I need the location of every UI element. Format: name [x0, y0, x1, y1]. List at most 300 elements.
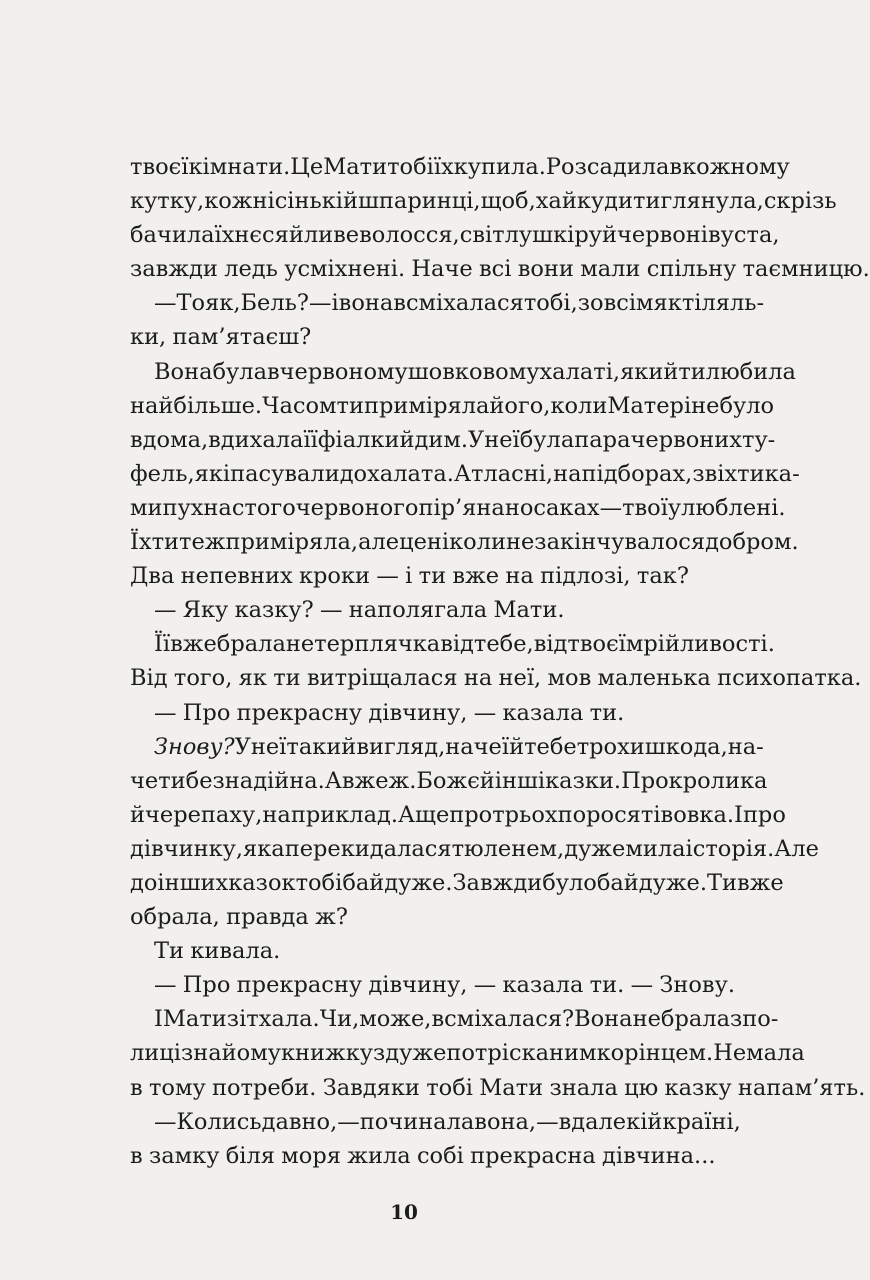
word: трохи [576, 733, 645, 760]
word: — [376, 563, 399, 590]
word: казок [228, 869, 296, 896]
word: які [194, 460, 231, 487]
word: — [337, 1108, 360, 1135]
word: шовковому [407, 358, 540, 385]
word: вона [338, 290, 394, 317]
word: байдуже. [596, 869, 708, 896]
word: мали [580, 256, 641, 283]
word: була [519, 426, 575, 453]
word: такий [286, 733, 357, 760]
word: пам’ятаєш? [172, 324, 312, 351]
word: Два [130, 563, 175, 590]
word: волосся, [359, 222, 460, 249]
word: Мати [323, 154, 388, 180]
body-text [130, 150, 870, 1173]
word: мила [625, 835, 686, 862]
text-line [130, 866, 784, 900]
text-line [130, 150, 790, 184]
word: психопатка. [717, 665, 862, 692]
word: байдуже. [342, 869, 453, 896]
text-line [130, 218, 780, 252]
word: улюблені. [667, 494, 786, 521]
word: дівчина... [602, 1142, 716, 1169]
word: Наче [411, 256, 473, 283]
text-line [130, 1139, 736, 1173]
page-number: 10 [390, 1200, 418, 1224]
word: дуже [564, 835, 626, 862]
word: казала [502, 972, 584, 999]
text-line [130, 832, 819, 866]
word: закінчувалося [534, 529, 706, 556]
word: до [130, 869, 158, 896]
word: в [130, 1074, 143, 1101]
word: мов [547, 665, 592, 692]
word: приміряла [364, 392, 490, 419]
word: — [154, 597, 177, 624]
word: прекрасну [236, 699, 363, 726]
word: ти. [589, 699, 625, 726]
word: моря [281, 1142, 341, 1169]
word: таємницю. [742, 256, 870, 283]
word: спільну [646, 256, 737, 283]
word: усміхнені. [284, 256, 406, 283]
word: як, [205, 290, 241, 317]
word: пухнастого [162, 494, 296, 521]
word: тебе [524, 733, 577, 760]
word: Про [621, 767, 669, 794]
word: з [692, 460, 705, 487]
word: ти [336, 392, 364, 419]
word: носаках [504, 494, 600, 521]
word: перекидалася [284, 835, 452, 862]
word: пасували [230, 460, 340, 487]
word: давно, [261, 1108, 338, 1135]
word: че [130, 767, 159, 794]
text-line [130, 286, 765, 320]
word: любила [705, 358, 796, 385]
word: кімнати. [188, 154, 291, 180]
word: не [632, 1006, 661, 1033]
word: пір’я [418, 494, 477, 521]
word: халаті, [539, 358, 621, 385]
word: зітхала. [226, 1006, 320, 1033]
word: знала [549, 1074, 618, 1101]
word: червоних [630, 426, 742, 453]
word: вдихала [208, 426, 304, 453]
word: замку [148, 1142, 220, 1169]
text-line [130, 696, 736, 730]
word: всміхалася [393, 290, 524, 317]
word: мала [746, 1040, 805, 1067]
word: фіалки [317, 426, 400, 453]
word: глянула, [660, 188, 764, 215]
word: наприклад. [262, 801, 398, 828]
word: Їх [130, 529, 152, 556]
word: їх [433, 154, 454, 180]
text-line [130, 457, 800, 491]
word: куди [576, 188, 633, 215]
word: дівчинку, [130, 835, 244, 862]
word: його, [489, 392, 551, 419]
text-line [130, 798, 786, 832]
word: тобі, [523, 290, 578, 317]
word: в [669, 154, 683, 180]
word: ти [418, 563, 447, 590]
text-line [130, 525, 799, 559]
word: й [130, 801, 145, 828]
word: — [473, 972, 497, 999]
word: по- [742, 1006, 779, 1033]
word: як [653, 290, 682, 317]
word: на [553, 460, 582, 487]
word: світлу [459, 222, 533, 249]
word: на [476, 494, 505, 521]
word: підборах, [581, 460, 693, 487]
word: коли [550, 392, 608, 419]
word: обрала, [130, 904, 220, 931]
word: але [358, 529, 400, 556]
word: шпаринці, [358, 188, 481, 215]
word: щоб, [480, 188, 536, 215]
word: яка [243, 835, 285, 862]
word: — [473, 699, 497, 726]
word: Але [774, 835, 819, 862]
word: корінцем. [596, 1040, 714, 1067]
word: Вона [154, 358, 213, 385]
word: на- [727, 733, 764, 760]
word: — [630, 972, 654, 999]
word: вже [737, 869, 784, 896]
word: Яку [182, 597, 229, 624]
word: сяйливе [262, 222, 360, 249]
word: твоєї [567, 631, 626, 658]
word: хай [535, 188, 577, 215]
word: Про [182, 699, 231, 726]
text-line [130, 1002, 779, 1036]
word: інші [494, 767, 546, 794]
word: тобі [295, 869, 343, 896]
word: наче [445, 733, 502, 760]
word: червоні [617, 222, 708, 249]
word: Бо [416, 767, 447, 794]
word: халата. [367, 460, 454, 487]
word: добром. [705, 529, 799, 556]
text-line [130, 1071, 866, 1105]
word: ніколи [426, 529, 506, 556]
text-line [130, 900, 736, 934]
word: ж? [315, 904, 348, 931]
text-line [130, 730, 764, 764]
word: так? [636, 563, 689, 590]
text-line [130, 252, 870, 286]
word: вже [170, 631, 217, 658]
word: Атласні, [453, 460, 554, 487]
word: й [479, 767, 495, 794]
word: вуста, [708, 222, 780, 249]
word: безнадійна. [185, 767, 325, 794]
word: не [691, 392, 720, 419]
word: Мати [479, 1074, 544, 1101]
word: це [399, 529, 427, 556]
word: То [176, 290, 206, 317]
word: маленька [597, 665, 711, 692]
word: У [234, 733, 251, 760]
word: всміхалася? [431, 1006, 575, 1033]
word: витріщалася [306, 665, 458, 692]
word: казку? [234, 597, 314, 624]
word: наполягала [348, 597, 488, 624]
word: ляль- [701, 290, 765, 317]
word: найбільше. [130, 392, 263, 419]
word: Ти [154, 938, 185, 965]
word: на [463, 665, 493, 692]
word: фель, [130, 460, 195, 487]
word: дим. [414, 426, 468, 453]
word: Знову? [154, 733, 235, 760]
word: вже [452, 563, 500, 590]
word: неї [250, 733, 287, 760]
word: вдома, [130, 426, 209, 453]
word: — [320, 597, 343, 624]
word: неї, [498, 665, 542, 692]
word: шкіру [532, 222, 602, 249]
word: лиці [130, 1040, 181, 1067]
word: ти [633, 188, 661, 215]
word: червоному [279, 358, 408, 385]
word: неї [484, 426, 520, 453]
word: біля [225, 1142, 275, 1169]
text-line [130, 491, 786, 525]
word: ті [681, 290, 702, 317]
word: Мати [162, 1006, 227, 1033]
word: який [620, 358, 679, 385]
word: Бель? [240, 290, 309, 317]
word: до [339, 460, 368, 487]
word: Матері [607, 392, 692, 419]
word: знайому [180, 1040, 281, 1067]
word: правда [226, 904, 309, 931]
word: й [602, 222, 617, 249]
word: від [440, 631, 474, 658]
word: того, [173, 665, 233, 692]
word: нетерплячка [285, 631, 441, 658]
text-line [130, 661, 862, 695]
word: казку [664, 1074, 732, 1101]
word: ледь [224, 256, 278, 283]
word: книжку [280, 1040, 373, 1067]
word: скрізь [763, 188, 837, 215]
word: вони [517, 256, 574, 283]
text-line [130, 184, 837, 218]
word: було [719, 392, 775, 419]
word: потреби. [212, 1074, 317, 1101]
text-line [130, 934, 736, 968]
word: про [449, 801, 493, 828]
word: ки, [130, 324, 167, 351]
word: твоєї [130, 154, 189, 180]
word: брала [216, 631, 286, 658]
word: поросят [557, 801, 654, 828]
word: теж [179, 529, 226, 556]
word: Не [713, 1040, 747, 1067]
text-line [130, 389, 775, 423]
word: не [505, 529, 535, 556]
word: ми [130, 494, 163, 521]
word: країні, [662, 1108, 741, 1135]
word: напам’ять. [737, 1074, 866, 1101]
word: і [405, 563, 413, 590]
word: тебе, [473, 631, 534, 658]
word: дуже [385, 1040, 447, 1067]
word: тобі [387, 154, 434, 180]
word: жила [347, 1142, 411, 1169]
word: пара [574, 426, 631, 453]
word: від [533, 631, 568, 658]
word: Знову. [659, 972, 735, 999]
word: А [398, 801, 416, 828]
word: їй [501, 733, 525, 760]
word: вовка. [660, 801, 735, 828]
word: цю [624, 1074, 659, 1101]
word: — [154, 972, 177, 999]
word: про [742, 801, 786, 828]
word: Завжди [452, 869, 543, 896]
word: Її [154, 631, 171, 658]
word: шкода, [644, 733, 728, 760]
word: — [154, 1108, 177, 1135]
word: — [599, 494, 623, 521]
word: мрійливості. [625, 631, 775, 658]
word: І [154, 1006, 163, 1033]
word: кроки [298, 563, 371, 590]
word: потрісканим [446, 1040, 597, 1067]
word: Авжеж. [324, 767, 417, 794]
word: було [542, 869, 597, 896]
word: Завдяки [322, 1074, 420, 1101]
word: підлозі, [540, 563, 631, 590]
word: дівчину, [368, 972, 468, 999]
word: Мати. [493, 597, 565, 624]
word: дівчину, [368, 699, 468, 726]
word: всі [478, 256, 512, 283]
word: купила. [453, 154, 546, 180]
word: Про [182, 972, 231, 999]
word: непевних [180, 563, 293, 590]
word: в [267, 358, 280, 385]
word: й [399, 426, 415, 453]
word: У [467, 426, 485, 453]
word: є [467, 767, 480, 794]
text-line [130, 968, 736, 1002]
word: прекрасну [236, 972, 363, 999]
word: їхнє [214, 222, 263, 249]
word: кутку, [130, 188, 205, 215]
word: Вона [574, 1006, 633, 1033]
text-line [130, 1036, 805, 1070]
word: Колись [176, 1108, 262, 1135]
word: ти [151, 529, 180, 556]
word: кожному [682, 154, 790, 180]
word: — [308, 290, 332, 317]
word: черепаху, [145, 801, 263, 828]
word: — [154, 290, 177, 317]
text-line [130, 355, 796, 389]
word: зовсім [577, 290, 654, 317]
word: тобі [426, 1074, 473, 1101]
word: тому [148, 1074, 206, 1101]
word: казала [502, 699, 584, 726]
word: ти [158, 767, 186, 794]
word: казки. [545, 767, 622, 794]
word: ту- [742, 426, 776, 453]
word: Від [130, 665, 168, 692]
word: з [373, 1040, 386, 1067]
word: починала [359, 1108, 475, 1135]
word: ти [678, 358, 706, 385]
word: була [212, 358, 267, 385]
word: бачила [130, 222, 215, 249]
word: Часом [262, 392, 337, 419]
word: Чи, [319, 1006, 360, 1033]
word: і [653, 801, 661, 828]
word: червоного [295, 494, 419, 521]
word: Розсадила [545, 154, 670, 180]
text-line [130, 627, 775, 661]
word: з [729, 1006, 743, 1033]
word: як [238, 665, 267, 692]
word: історія. [685, 835, 775, 862]
word: завжди [130, 256, 218, 283]
word: — [536, 1108, 559, 1135]
word: брала [660, 1006, 730, 1033]
word: і [331, 290, 339, 317]
word: Ти [707, 869, 738, 896]
text-line [130, 593, 736, 627]
word: в [558, 1108, 572, 1135]
word: трьох [492, 801, 558, 828]
word: ти [273, 665, 301, 692]
word: твої [622, 494, 668, 521]
word: собі [416, 1142, 464, 1169]
word: приміряла, [225, 529, 359, 556]
text-line [130, 764, 768, 798]
text-line [130, 1105, 741, 1139]
word: ще [415, 801, 450, 828]
word: далекій [571, 1108, 663, 1135]
text-line [130, 320, 736, 354]
word: кролика [668, 767, 768, 794]
word: прекрасна [470, 1142, 596, 1169]
word: тюленем, [451, 835, 565, 862]
word: віхтика- [704, 460, 800, 487]
word: ж [446, 767, 468, 794]
word: в [130, 1142, 143, 1169]
word: вигляд, [356, 733, 446, 760]
word: І [734, 801, 743, 828]
word: може, [359, 1006, 432, 1033]
word: кожнісінькій [204, 188, 359, 215]
word: кивала. [190, 938, 281, 965]
word: ти. [589, 972, 625, 999]
word: Це [290, 154, 324, 180]
word: вона, [474, 1108, 537, 1135]
word: її [303, 426, 318, 453]
word: — [154, 699, 177, 726]
text-line [130, 559, 736, 593]
word: інших [157, 869, 229, 896]
text-line [130, 423, 776, 457]
word: на [505, 563, 534, 590]
